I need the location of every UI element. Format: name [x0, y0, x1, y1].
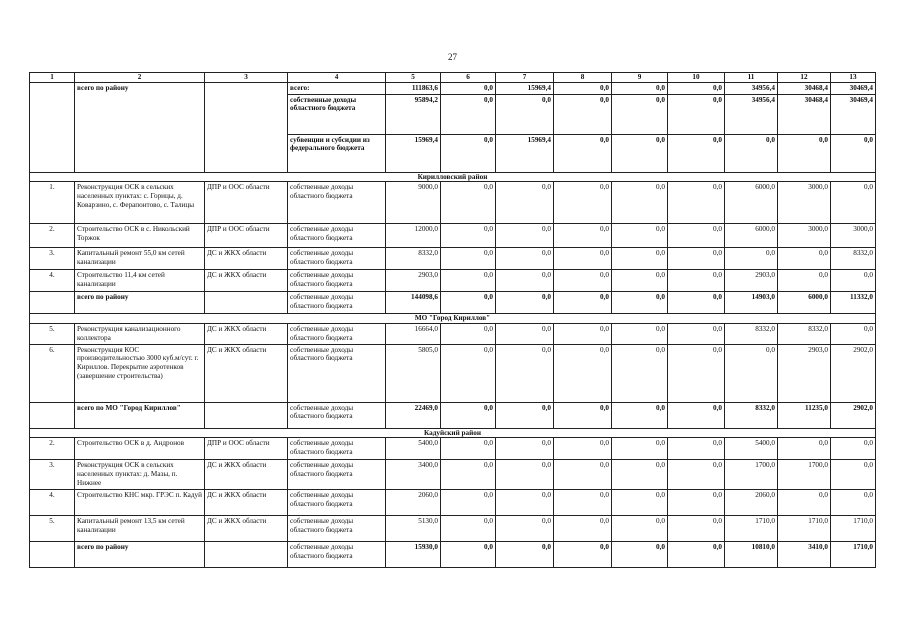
header-cell: 9 [612, 73, 668, 83]
value-cell: 0,0 [612, 542, 668, 568]
value-cell: 0,0 [668, 224, 725, 248]
value-cell: 0,0 [554, 438, 612, 460]
value-cell: 8332,0 [831, 248, 876, 270]
value-cell: 0,0 [831, 324, 876, 345]
funding-type: собственные доходы областного бюджета [288, 516, 386, 542]
project-name: Реконструкция ОСК в сельских населенных пунктах: с. Горицы, д. Коварзино, с. Ферапонтово, с. Талицы [75, 182, 205, 224]
table-row [30, 324, 876, 345]
value-cell: 0,0 [668, 516, 725, 542]
funding-type: собственные доходы областного бюджета [288, 490, 386, 516]
total-row [30, 292, 876, 314]
value-cell: 3000,0 [778, 182, 831, 224]
row-number [30, 292, 75, 314]
value-cell: 1710,0 [831, 516, 876, 542]
value-cell: 2903,0 [725, 270, 778, 292]
value-cell: 0,0 [441, 402, 496, 428]
value-cell: 2902,0 [831, 402, 876, 428]
value-cell: 0,0 [668, 134, 725, 172]
value-cell: 3000,0 [831, 224, 876, 248]
funding-type: всего: [288, 82, 386, 94]
table-row [30, 270, 876, 292]
value-cell: 0,0 [612, 438, 668, 460]
funding-type: собственные доходы областного бюджета [288, 344, 386, 402]
value-cell: 0,0 [612, 490, 668, 516]
value-cell: 0,0 [496, 324, 554, 345]
value-cell: 0,0 [554, 292, 612, 314]
header-cell: 8 [554, 73, 612, 83]
funding-type: собственные доходы областного бюджета [288, 224, 386, 248]
value-cell: 0,0 [668, 182, 725, 224]
value-cell: 0,0 [496, 542, 554, 568]
value-cell: 0,0 [612, 270, 668, 292]
value-cell: 8332,0 [386, 248, 441, 270]
responsible-org: ДС и ЖКХ области [205, 324, 288, 345]
value-cell: 0,0 [831, 438, 876, 460]
value-cell: 30468,4 [778, 94, 831, 134]
responsible-org [205, 542, 288, 568]
project-name: Строительство ОСК в д. Андронов [75, 438, 205, 460]
project-name: Реконструкция КОС производительностью 3000 куб.м/сут. г. Кириллов. Перекрытие аэротенков (завершение строительства) [75, 344, 205, 402]
project-name: Реконструкция канализационного коллектора [75, 324, 205, 345]
total-label: всего по району [75, 542, 205, 568]
value-cell: 0,0 [831, 134, 876, 172]
value-cell: 5130,0 [386, 516, 441, 542]
value-cell: 6000,0 [725, 224, 778, 248]
value-cell: 0,0 [612, 292, 668, 314]
value-cell: 0,0 [496, 182, 554, 224]
value-cell: 0,0 [441, 248, 496, 270]
header-cell: 12 [778, 73, 831, 83]
budget-table [29, 72, 876, 568]
value-cell: 0,0 [612, 224, 668, 248]
table-row [30, 516, 876, 542]
value-cell: 0,0 [496, 402, 554, 428]
value-cell: 0,0 [441, 490, 496, 516]
value-cell: 0,0 [554, 490, 612, 516]
header-row [30, 73, 876, 83]
value-cell: 1700,0 [778, 460, 831, 490]
table-row [30, 490, 876, 516]
value-cell: 22469,0 [386, 402, 441, 428]
value-cell: 0,0 [612, 516, 668, 542]
value-cell: 0,0 [441, 182, 496, 224]
total-label: всего по МО "Город Кириллов" [75, 402, 205, 428]
value-cell: 0,0 [612, 460, 668, 490]
value-cell: 0,0 [612, 182, 668, 224]
header-cell: 3 [205, 73, 288, 83]
header-cell: 10 [668, 73, 725, 83]
header-cell: 1 [30, 73, 75, 83]
value-cell: 0,0 [496, 516, 554, 542]
responsible-org: ДС и ЖКХ области [205, 270, 288, 292]
value-cell: 10810,0 [725, 542, 778, 568]
value-cell: 0,0 [441, 344, 496, 402]
value-cell: 34956,4 [725, 94, 778, 134]
value-cell: 5400,0 [386, 438, 441, 460]
row-number: 5. [30, 516, 75, 542]
row-number: 6. [30, 344, 75, 402]
section-header [30, 172, 876, 182]
funding-type: собственные доходы областного бюджета [288, 270, 386, 292]
row-number: 4. [30, 270, 75, 292]
header-cell: 5 [386, 73, 441, 83]
value-cell: 0,0 [554, 248, 612, 270]
row-number: 3. [30, 248, 75, 270]
header-cell: 2 [75, 73, 205, 83]
header-cell: 4 [288, 73, 386, 83]
row-number: 5. [30, 324, 75, 345]
value-cell: 0,0 [668, 94, 725, 134]
value-cell: 0,0 [554, 460, 612, 490]
value-cell: 0,0 [668, 248, 725, 270]
value-cell: 0,0 [831, 490, 876, 516]
value-cell: 0,0 [441, 324, 496, 345]
value-cell: 0,0 [554, 402, 612, 428]
row-number: 2. [30, 224, 75, 248]
value-cell: 0,0 [441, 82, 496, 94]
table-row [30, 182, 876, 224]
value-cell: 0,0 [612, 82, 668, 94]
value-cell: 0,0 [496, 460, 554, 490]
value-cell: 34956,4 [725, 82, 778, 94]
value-cell: 0,0 [831, 460, 876, 490]
value-cell: 0,0 [554, 516, 612, 542]
value-cell: 2903,0 [386, 270, 441, 292]
value-cell: 0,0 [725, 248, 778, 270]
value-cell: 3400,0 [386, 460, 441, 490]
value-cell: 0,0 [831, 182, 876, 224]
responsible-org: ДС и ЖКХ области [205, 516, 288, 542]
value-cell: 0,0 [778, 134, 831, 172]
value-cell: 0,0 [496, 224, 554, 248]
value-cell: 0,0 [554, 324, 612, 345]
value-cell: 3000,0 [778, 224, 831, 248]
project-name: Капитальный ремонт 13,5 км сетей канализации [75, 516, 205, 542]
value-cell: 0,0 [668, 344, 725, 402]
funding-type: собственные доходы областного бюджета [288, 248, 386, 270]
responsible-org: ДС и ЖКХ области [205, 460, 288, 490]
value-cell: 0,0 [441, 542, 496, 568]
responsible-org: ДС и ЖКХ области [205, 490, 288, 516]
value-cell: 8332,0 [778, 324, 831, 345]
responsible-org: ДПР и ООС области [205, 438, 288, 460]
value-cell: 15930,0 [386, 542, 441, 568]
value-cell: 0,0 [496, 344, 554, 402]
project-name: Строительство 11,4 км сетей канализации [75, 270, 205, 292]
table-row [30, 248, 876, 270]
value-cell: 0,0 [441, 224, 496, 248]
org-cell [205, 82, 288, 172]
section-title: Кирилловский район [30, 172, 876, 182]
row-number: 2. [30, 438, 75, 460]
responsible-org: ДПР и ООС области [205, 224, 288, 248]
page-number: 27 [448, 52, 457, 62]
number-cell [30, 82, 75, 172]
table-row [30, 438, 876, 460]
value-cell: 8332,0 [725, 324, 778, 345]
value-cell: 0,0 [831, 270, 876, 292]
value-cell: 15969,4 [386, 134, 441, 172]
value-cell: 0,0 [441, 516, 496, 542]
value-cell: 0,0 [612, 324, 668, 345]
value-cell: 0,0 [668, 438, 725, 460]
value-cell: 0,0 [554, 224, 612, 248]
value-cell: 16664,0 [386, 324, 441, 345]
value-cell: 0,0 [496, 438, 554, 460]
header-cell: 13 [831, 73, 876, 83]
total-label: всего по району [75, 292, 205, 314]
value-cell: 0,0 [668, 270, 725, 292]
value-cell: 9000,0 [386, 182, 441, 224]
row-number: 4. [30, 490, 75, 516]
value-cell: 0,0 [612, 94, 668, 134]
value-cell: 11332,0 [831, 292, 876, 314]
value-cell: 1710,0 [778, 516, 831, 542]
header-cell: 6 [441, 73, 496, 83]
total-row [30, 82, 876, 94]
value-cell: 95894,2 [386, 94, 441, 134]
value-cell: 2903,0 [778, 344, 831, 402]
header-cell: 7 [496, 73, 554, 83]
value-cell: 144098,6 [386, 292, 441, 314]
funding-type: собственные доходы областного бюджета [288, 182, 386, 224]
value-cell: 0,0 [554, 134, 612, 172]
value-cell: 0,0 [496, 490, 554, 516]
value-cell: 0,0 [554, 270, 612, 292]
value-cell: 0,0 [554, 542, 612, 568]
row-number [30, 542, 75, 568]
value-cell: 0,0 [554, 182, 612, 224]
value-cell: 30469,4 [831, 82, 876, 94]
funding-type: собственные доходы областного бюджета [288, 292, 386, 314]
value-cell: 1710,0 [725, 516, 778, 542]
value-cell: 0,0 [668, 542, 725, 568]
header-cell: 11 [725, 73, 778, 83]
value-cell: 3410,0 [778, 542, 831, 568]
project-name: Реконструкция ОСК в сельских населенных пунктах: д. Мазы, п. Нижнее [75, 460, 205, 490]
value-cell: 0,0 [496, 248, 554, 270]
value-cell: 0,0 [441, 438, 496, 460]
value-cell: 2902,0 [831, 344, 876, 402]
value-cell: 0,0 [668, 292, 725, 314]
value-cell: 8332,0 [725, 402, 778, 428]
value-cell: 0,0 [612, 402, 668, 428]
funding-type: собственные доходы областного бюджета [288, 94, 386, 134]
value-cell: 0,0 [612, 134, 668, 172]
value-cell: 0,0 [725, 134, 778, 172]
responsible-org: ДС и ЖКХ области [205, 248, 288, 270]
funding-type: собственные доходы областного бюджета [288, 542, 386, 568]
section-header [30, 428, 876, 438]
row-number: 1. [30, 182, 75, 224]
value-cell: 0,0 [441, 270, 496, 292]
value-cell: 0,0 [441, 134, 496, 172]
section-title: МО "Город Кириллов" [30, 314, 876, 324]
funding-type: собственные доходы областного бюджета [288, 438, 386, 460]
value-cell: 12000,0 [386, 224, 441, 248]
value-cell: 5805,0 [386, 344, 441, 402]
value-cell: 30468,4 [778, 82, 831, 94]
value-cell: 1710,0 [831, 542, 876, 568]
row-number [30, 402, 75, 428]
value-cell: 0,0 [554, 82, 612, 94]
project-name: Строительство КНС мкр. ГРЭС п. Кадуй [75, 490, 205, 516]
funding-type: собственные доходы областного бюджета [288, 402, 386, 428]
value-cell: 111863,6 [386, 82, 441, 94]
value-cell: 0,0 [441, 292, 496, 314]
total-row [30, 542, 876, 568]
table-row [30, 460, 876, 490]
table-body [30, 73, 876, 568]
value-cell: 2060,0 [386, 490, 441, 516]
value-cell: 15969,4 [496, 82, 554, 94]
value-cell: 0,0 [778, 248, 831, 270]
value-cell: 0,0 [496, 292, 554, 314]
value-cell: 6000,0 [725, 182, 778, 224]
table-row [30, 344, 876, 402]
value-cell: 0,0 [668, 324, 725, 345]
value-cell: 0,0 [554, 94, 612, 134]
project-name: Строительство ОСК в с. Никольский Торжок [75, 224, 205, 248]
responsible-org: ДС и ЖКХ области [205, 344, 288, 402]
value-cell: 30469,4 [831, 94, 876, 134]
value-cell: 0,0 [668, 82, 725, 94]
value-cell: 0,0 [496, 270, 554, 292]
value-cell: 11235,0 [778, 402, 831, 428]
total-row [30, 402, 876, 428]
value-cell: 0,0 [778, 490, 831, 516]
row-number: 3. [30, 460, 75, 490]
value-cell: 15969,4 [496, 134, 554, 172]
value-cell: 5400,0 [725, 438, 778, 460]
total-label: всего по району [75, 82, 205, 172]
responsible-org [205, 402, 288, 428]
value-cell: 0,0 [612, 344, 668, 402]
value-cell: 0,0 [778, 270, 831, 292]
funding-type: собственные доходы областного бюджета [288, 460, 386, 490]
project-name: Капитальный ремонт 55,0 км сетей канализации [75, 248, 205, 270]
value-cell: 0,0 [668, 402, 725, 428]
value-cell: 2060,0 [725, 490, 778, 516]
value-cell: 0,0 [778, 438, 831, 460]
value-cell: 0,0 [441, 460, 496, 490]
value-cell: 14903,0 [725, 292, 778, 314]
value-cell: 0,0 [496, 94, 554, 134]
funding-type: собственные доходы областного бюджета [288, 324, 386, 345]
value-cell: 6000,0 [778, 292, 831, 314]
value-cell: 0,0 [441, 94, 496, 134]
value-cell: 0,0 [612, 248, 668, 270]
responsible-org: ДПР и ООС области [205, 182, 288, 224]
value-cell: 0,0 [668, 460, 725, 490]
value-cell: 0,0 [725, 344, 778, 402]
responsible-org [205, 292, 288, 314]
table-row [30, 224, 876, 248]
funding-type: субвенции и субсидии из федерального бюджета [288, 134, 386, 172]
section-header [30, 314, 876, 324]
value-cell: 1700,0 [725, 460, 778, 490]
value-cell: 0,0 [668, 490, 725, 516]
section-title: Кадуйский район [30, 428, 876, 438]
value-cell: 0,0 [554, 344, 612, 402]
